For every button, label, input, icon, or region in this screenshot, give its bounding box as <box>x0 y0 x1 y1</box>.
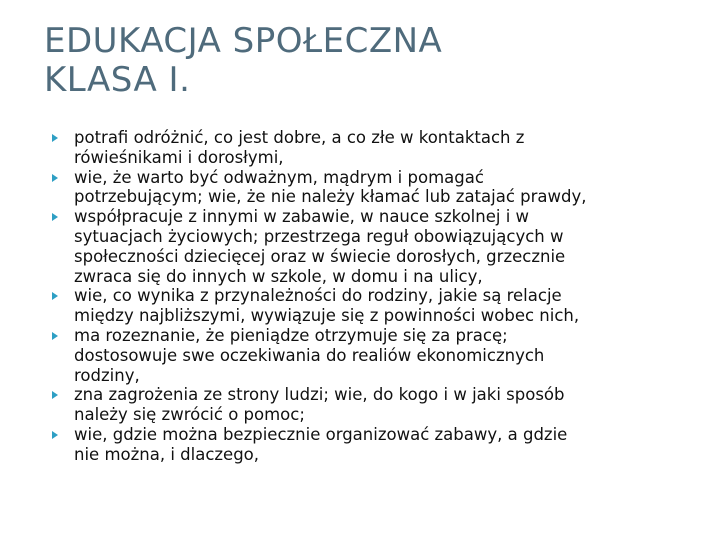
triangle-right-icon <box>52 332 58 340</box>
bullet-item <box>50 286 710 326</box>
slide-title-line-1: EDUKACJA SPOŁECZNA <box>44 21 443 61</box>
triangle-right-icon <box>52 391 58 399</box>
bullet-text-line: dostosowuje swe oczekiwania do realiów ekonomicznych <box>74 345 545 365</box>
bullet-text-line: wie, gdzie można bezpiecznie organizować zabawy, a gdzie <box>74 424 568 444</box>
bullet-text-line: należy się zwrócić o pomoc; <box>74 405 305 425</box>
bullet-item <box>50 207 710 286</box>
triangle-right-icon <box>52 292 58 300</box>
bullet-text-line: współpracuje z innymi w zabawie, w nauce szkolnej i w <box>74 207 530 227</box>
bullet-text-line: sytuacjach życiowych; przestrzega reguł obowiązujących w <box>74 226 564 246</box>
triangle-right-icon <box>52 431 58 439</box>
bullet-text-line: zna zagrożenia ze strony ludzi; wie, do kogo i w jaki sposób <box>74 385 565 405</box>
triangle-right-icon <box>52 213 58 221</box>
bottom-fade-overlay <box>0 510 728 546</box>
bullet-item <box>50 128 710 168</box>
bullet-text-line: nie można, i dlaczego, <box>74 444 260 464</box>
bullet-text-line: wie, co wynika z przynależności do rodziny, jakie są relacje <box>74 286 562 306</box>
bullet-text-line: między najbliższymi, wywiązuje się z powinności wobec nich, <box>74 306 580 326</box>
bullet-item <box>50 425 710 465</box>
bullet-text-line: potrzebującym; wie, że nie należy kłamać lub zatajać prawdy, <box>74 187 587 207</box>
bullet-text-line: społeczności dziecięcej oraz w świecie dorosłych, grzecznie <box>74 246 566 266</box>
bullet-item <box>50 326 710 385</box>
bullet-text-line: wie, że warto być odważnym, mądrym i pomagać <box>74 167 484 187</box>
bullet-item <box>50 385 710 425</box>
bullet-text-line: potrafi odróżnić, co jest dobre, a co złe w kontaktach z <box>74 128 525 147</box>
bullet-list <box>50 128 710 465</box>
bullet-text-line: rówieśnikami i dorosłymi, <box>74 147 284 167</box>
triangle-right-icon <box>52 174 58 182</box>
slide-title-line-2: KLASA I. <box>44 60 191 100</box>
bullet-item <box>50 168 710 208</box>
bullet-text-line: zwraca się do innych w szkole, w domu i na ulicy, <box>74 266 483 286</box>
slide-title <box>44 22 684 100</box>
triangle-right-icon <box>52 134 58 142</box>
bullet-text-line: ma rozeznanie, że pieniądze otrzymuje się za pracę; <box>74 325 508 345</box>
bullet-text-line: rodziny, <box>74 365 140 385</box>
